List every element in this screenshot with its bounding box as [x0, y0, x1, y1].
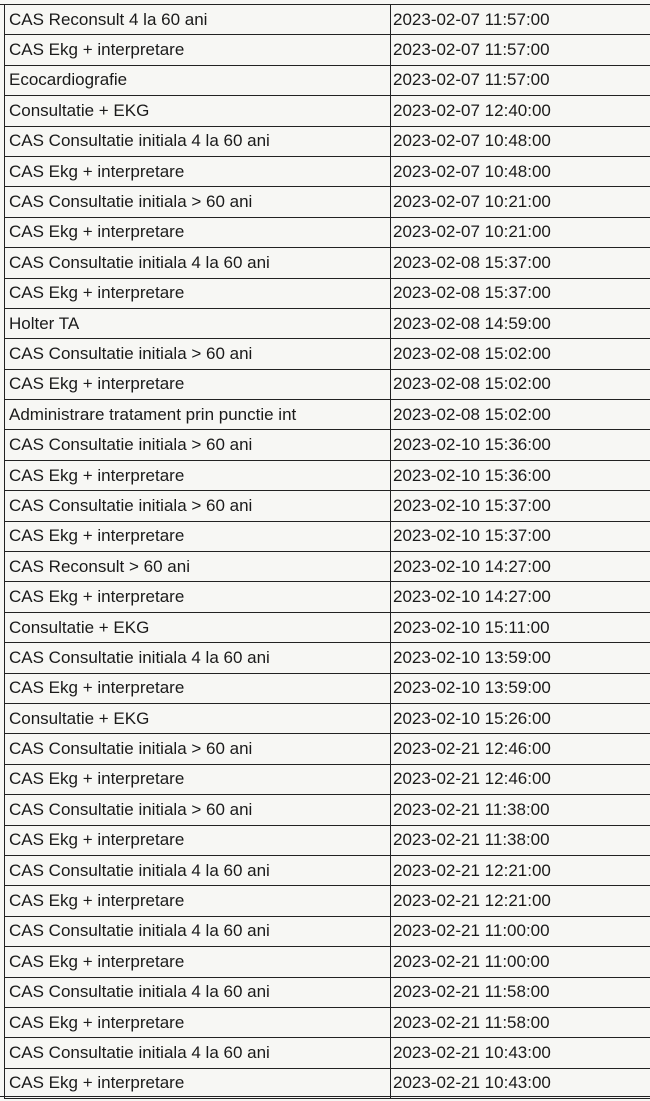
table-row: [5, 612, 650, 642]
service-cell: CAS Consultatie initiala 4 la 60 ani: [5, 855, 391, 885]
table-row: [5, 96, 650, 126]
service-cell: CAS Ekg + interpretare: [5, 582, 391, 612]
service-cell: CAS Consultatie initiala > 60 ani: [5, 491, 391, 521]
datetime-cell: 2023-02-21 10:43:00: [391, 1038, 650, 1068]
table-row: [5, 977, 650, 1007]
table-row: [5, 156, 650, 186]
datetime-cell: 2023-02-07 10:21:00: [391, 217, 650, 247]
service-cell: CAS Consultatie initiala > 60 ani: [5, 339, 391, 369]
datetime-cell: 2023-02-08 15:02:00: [391, 400, 650, 430]
service-cell: CAS Reconsult 4 la 60 ani: [5, 5, 391, 35]
table-row: [5, 1068, 650, 1098]
datetime-cell: 2023-02-21 12:46:00: [391, 764, 650, 794]
service-cell: CAS Consultatie initiala 4 la 60 ani: [5, 1038, 391, 1068]
table-row: [5, 339, 650, 369]
service-cell: CAS Ekg + interpretare: [5, 521, 391, 551]
service-cell: CAS Reconsult > 60 ani: [5, 552, 391, 582]
services-table-body: [5, 5, 650, 1099]
table-row: [5, 734, 650, 764]
service-cell: CAS Consultatie initiala 4 la 60 ani: [5, 126, 391, 156]
service-cell: Ecocardiografie: [5, 65, 391, 95]
datetime-cell: 2023-02-08 15:02:00: [391, 339, 650, 369]
service-cell: CAS Ekg + interpretare: [5, 764, 391, 794]
datetime-cell: 2023-02-21 11:38:00: [391, 795, 650, 825]
service-cell: CAS Ekg + interpretare: [5, 1007, 391, 1037]
datetime-cell: 2023-02-21 10:43:00: [391, 1068, 650, 1098]
service-cell: CAS Ekg + interpretare: [5, 278, 391, 308]
datetime-cell: 2023-02-10 15:11:00: [391, 612, 650, 642]
table-row: [5, 552, 650, 582]
datetime-cell: 2023-02-07 11:57:00: [391, 5, 650, 35]
datetime-cell: 2023-02-21 12:46:00: [391, 734, 650, 764]
datetime-cell: 2023-02-21 11:58:00: [391, 1007, 650, 1037]
datetime-cell: 2023-02-21 11:00:00: [391, 947, 650, 977]
datetime-cell: 2023-02-10 15:36:00: [391, 460, 650, 490]
datetime-cell: 2023-02-07 11:57:00: [391, 35, 650, 65]
table-row: [5, 126, 650, 156]
service-cell: CAS Ekg + interpretare: [5, 825, 391, 855]
table-row: [5, 5, 650, 35]
datetime-cell: 2023-02-08 15:37:00: [391, 278, 650, 308]
table-row: [5, 460, 650, 490]
service-cell: CAS Ekg + interpretare: [5, 1068, 391, 1098]
table-row: [5, 430, 650, 460]
table-row: [5, 855, 650, 885]
table-row: [5, 187, 650, 217]
datetime-cell: 2023-02-10 13:59:00: [391, 673, 650, 703]
table-row: [5, 582, 650, 612]
service-cell: CAS Consultatie initiala > 60 ani: [5, 734, 391, 764]
datetime-cell: 2023-02-08 14:59:00: [391, 308, 650, 338]
service-cell: Consultatie + EKG: [5, 96, 391, 126]
datetime-cell: 2023-02-10 15:36:00: [391, 430, 650, 460]
services-table: [4, 4, 650, 1099]
service-cell: CAS Consultatie initiala 4 la 60 ani: [5, 916, 391, 946]
datetime-cell: 2023-02-10 14:27:00: [391, 582, 650, 612]
datetime-cell: 2023-02-10 13:59:00: [391, 643, 650, 673]
table-row: [5, 916, 650, 946]
datetime-cell: 2023-02-08 15:02:00: [391, 369, 650, 399]
datetime-cell: 2023-02-10 15:26:00: [391, 703, 650, 733]
datetime-cell: 2023-02-10 14:27:00: [391, 552, 650, 582]
datetime-cell: 2023-02-10 15:37:00: [391, 491, 650, 521]
table-row: [5, 308, 650, 338]
datetime-cell: 2023-02-21 11:38:00: [391, 825, 650, 855]
service-cell: Consultatie + EKG: [5, 612, 391, 642]
table-row: [5, 400, 650, 430]
table-row: [5, 1038, 650, 1068]
service-cell: Administrare tratament prin punctie int: [5, 400, 391, 430]
table-row: [5, 886, 650, 916]
table-row: [5, 795, 650, 825]
table-row: [5, 248, 650, 278]
datetime-cell: 2023-02-21 12:21:00: [391, 855, 650, 885]
datetime-cell: 2023-02-07 12:40:00: [391, 96, 650, 126]
datetime-cell: 2023-02-07 10:48:00: [391, 156, 650, 186]
datetime-cell: 2023-02-07 10:48:00: [391, 126, 650, 156]
service-cell: CAS Consultatie initiala 4 la 60 ani: [5, 977, 391, 1007]
service-cell: Holter TA: [5, 308, 391, 338]
service-cell: CAS Ekg + interpretare: [5, 886, 391, 916]
datetime-cell: 2023-02-07 11:57:00: [391, 65, 650, 95]
datetime-cell: 2023-02-07 10:21:00: [391, 187, 650, 217]
table-row: [5, 521, 650, 551]
service-cell: CAS Ekg + interpretare: [5, 369, 391, 399]
table-row: [5, 643, 650, 673]
table-row: [5, 1007, 650, 1037]
service-cell: CAS Consultatie initiala > 60 ani: [5, 795, 391, 825]
table-row: [5, 673, 650, 703]
table-row: [5, 703, 650, 733]
table-row: [5, 369, 650, 399]
table-row: [5, 491, 650, 521]
service-cell: CAS Ekg + interpretare: [5, 673, 391, 703]
datetime-cell: 2023-02-08 15:37:00: [391, 248, 650, 278]
service-cell: Consultatie + EKG: [5, 703, 391, 733]
service-cell: CAS Ekg + interpretare: [5, 217, 391, 247]
service-cell: CAS Consultatie initiala 4 la 60 ani: [5, 643, 391, 673]
table-row: [5, 217, 650, 247]
service-cell: CAS Ekg + interpretare: [5, 35, 391, 65]
cropped-row-bottom: [0, 1096, 650, 1101]
service-cell: CAS Ekg + interpretare: [5, 460, 391, 490]
service-cell: CAS Consultatie initiala 4 la 60 ani: [5, 248, 391, 278]
service-cell: CAS Consultatie initiala > 60 ani: [5, 430, 391, 460]
table-row: [5, 825, 650, 855]
table-row: [5, 278, 650, 308]
datetime-cell: 2023-02-21 11:00:00: [391, 916, 650, 946]
table-row: [5, 764, 650, 794]
datetime-cell: 2023-02-21 11:58:00: [391, 977, 650, 1007]
service-cell: CAS Ekg + interpretare: [5, 947, 391, 977]
table-row: [5, 947, 650, 977]
service-cell: CAS Consultatie initiala > 60 ani: [5, 187, 391, 217]
table-row: [5, 35, 650, 65]
datetime-cell: 2023-02-10 15:37:00: [391, 521, 650, 551]
datetime-cell: 2023-02-21 12:21:00: [391, 886, 650, 916]
service-cell: CAS Ekg + interpretare: [5, 156, 391, 186]
table-row: [5, 65, 650, 95]
